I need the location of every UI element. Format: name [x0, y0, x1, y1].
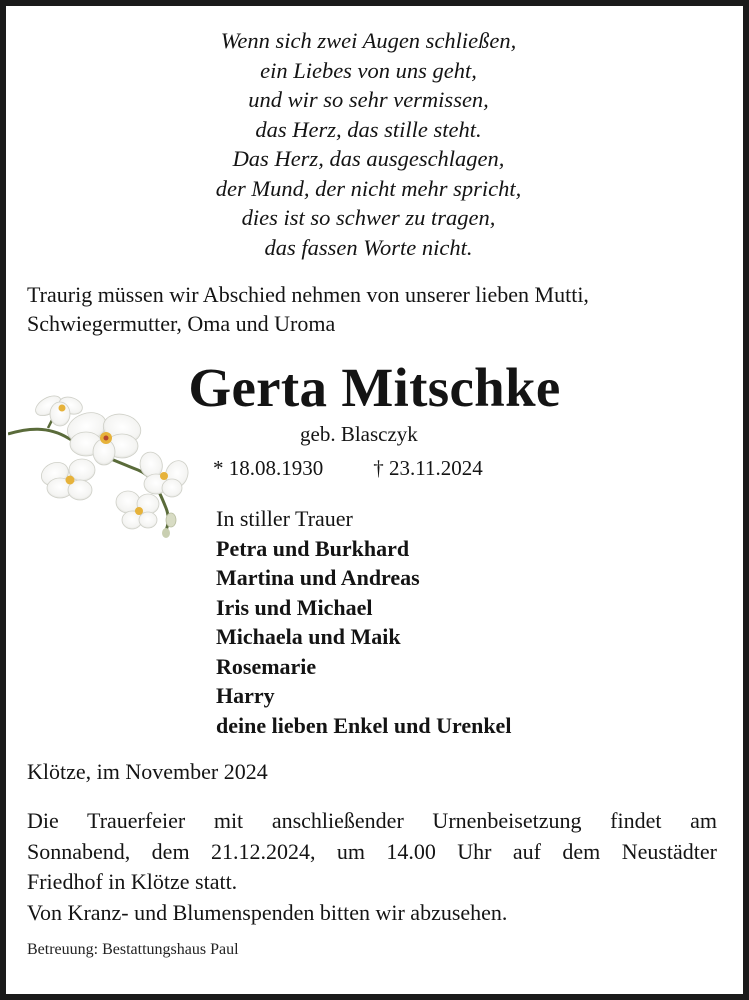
poem-line: Das Herz, das ausgeschlagen, [232, 146, 505, 171]
poem-line: das fassen Worte nicht. [264, 234, 473, 260]
birth-date: * 18.08.1930 [213, 456, 324, 480]
service-line: Die Trauerfeier mit anschließender Urnenbeisetzung findet am [27, 808, 717, 833]
service-line: Sonnabend, dem 21.12.2024, um 14.00 Uhr auf dem Neustädter [27, 838, 717, 864]
birth-name: geb. Blasczyk [300, 422, 418, 446]
poem-line: Wenn sich zwei Augen schließen, [220, 28, 517, 53]
poem-line: und wir so sehr vermissen, [248, 87, 489, 112]
mourners-heading: In stiller Trauer [216, 506, 353, 531]
death-date: † 23.11.2024 [373, 456, 483, 480]
mourner-name: Iris und Michael [216, 594, 373, 620]
intro-line: Traurig müssen wir Abschied nehmen von unserer lieben Mutti, [27, 282, 589, 307]
funeral-home-credit: Betreuung: Bestattungshaus Paul [27, 941, 239, 958]
mourner-name: Harry [216, 683, 275, 708]
mourner-name: Petra und Burkhard [216, 535, 410, 561]
mourner-name: Martina und Andreas [216, 565, 420, 590]
deceased-name: Gerta Mitschke [188, 357, 561, 418]
life-dates [213, 454, 483, 482]
poem-line: der Mund, der nicht mehr spricht, [215, 175, 522, 201]
mourner-name: deine lieben Enkel und Urenkel [216, 712, 512, 738]
intro-line: Schwiegermutter, Oma und Uroma [27, 311, 336, 336]
mourner-name: Rosemarie [216, 653, 317, 679]
place-date: Klötze, im November 2024 [27, 759, 268, 784]
intro-text [27, 280, 717, 338]
poem-line: dies ist so schwer zu tragen, [241, 205, 496, 230]
poem-line: ein Liebes von uns geht, [260, 57, 477, 83]
mourners [216, 504, 511, 740]
service-line: Friedhof in Klötze statt. [27, 869, 238, 894]
poem-line: das Herz, das stille steht. [255, 116, 482, 142]
service-line: Von Kranz- und Blumenspenden bitten wir abzusehen. [27, 899, 508, 925]
mourner-name: Michaela und Maik [216, 624, 401, 649]
service-info [27, 806, 717, 928]
poem [0, 26, 737, 262]
